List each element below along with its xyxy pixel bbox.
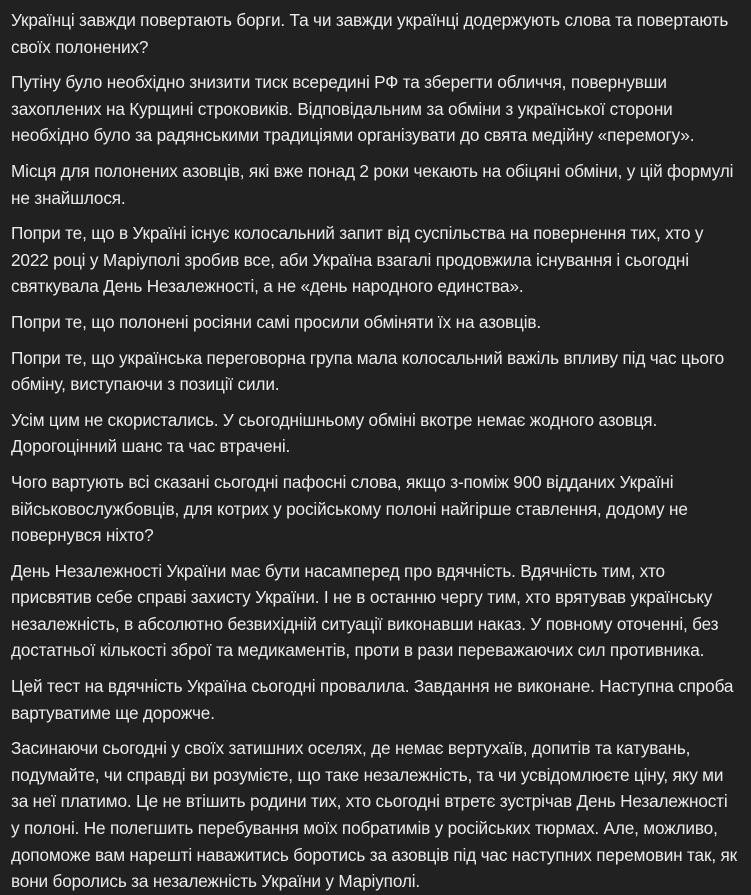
message-paragraph: Усім цим не скористались. У сьогоднішньому обміні вкотре немає жодного азовця. Дорогоцінний шанс та час втрачені.: [11, 409, 658, 457]
message-paragraph: Попри те, що українська переговорна група мала колосальний важіль впливу під час цього обміну, виступаючи з позиції сили.: [11, 347, 724, 395]
message-paragraph: Цей тест на вдячність Україна сьогодні провалила. Завдання не виконане. Наступна спроба вартуватиме ще дорожче.: [11, 676, 734, 723]
message-paragraph: Попри те, що полонені росіяни самі просили обміняти їх на азовців.: [11, 311, 542, 332]
message-paragraph: День Незалежності України має бути насамперед про вдячність. Вдячність тим, хто присвятив себе справі захисту України. І не в останню чергу тим, хто врятував українську незалежність, в абсолютно безвихідній ситуації виконавши наказ. У повному оточенні, без достатньої кількості зброї та медикаментів, проти в рази переважаючих сил противника.: [11, 560, 719, 661]
message-paragraph: Попри те, що в Україні існує колосальний запит від суспільства на повернення тих, хто у 2022 році у Маріуполі зробив все, аби Україна взагалі продовжила існування і сьогодні святкувала День Незалежності, а не «день народного единства».: [11, 223, 704, 297]
message-paragraph: Чого вартують всі сказані сьогодні пафосні слова, якщо з-поміж 900 відданих Україні військовослужбовців, для котрих у російському полоні найгірше ставлення, додому не повернувся ніхто?: [11, 471, 688, 546]
message-paragraph: Путіну було необхідно знизити тиск всередині РФ та зберегти обличчя, повернувши захоплених на Курщині строковиків. Відповідальним за обміни з української сторони необхідно було за радянськими традиціями організувати до свята медійну «перемогу».: [11, 72, 695, 146]
message-paragraph: Засинаючи сьогодні у своїх затишних оселях, де немає вертухаїв, допитів та катувань, подумайте, чи справді ви розумієте, що таке незалежність, та чи усвідомлюєте ціну, яку ми за неї платимо. Це не втішить родини тих, хто сьогодні втретє зустрічав День Незалежності у полоні. Не полегшить перебування моїх побратимів у російських тюрмах. Але, можливо, допоможе вам нарешті наважитись боротись за азовців під час наступних перемовин так, як вони боролись за незалежність України у Маріуполі.: [11, 738, 738, 892]
message-paragraph: Українці завжди повертають борги. Та чи завжди українці додержують слова та повертають своїх полонених?: [11, 10, 729, 57]
message-paragraph: Місця для полонених азовців, які вже понад 2 роки чекають на обіцяні обміни, у цій формулі не знайшлося.: [11, 160, 734, 208]
